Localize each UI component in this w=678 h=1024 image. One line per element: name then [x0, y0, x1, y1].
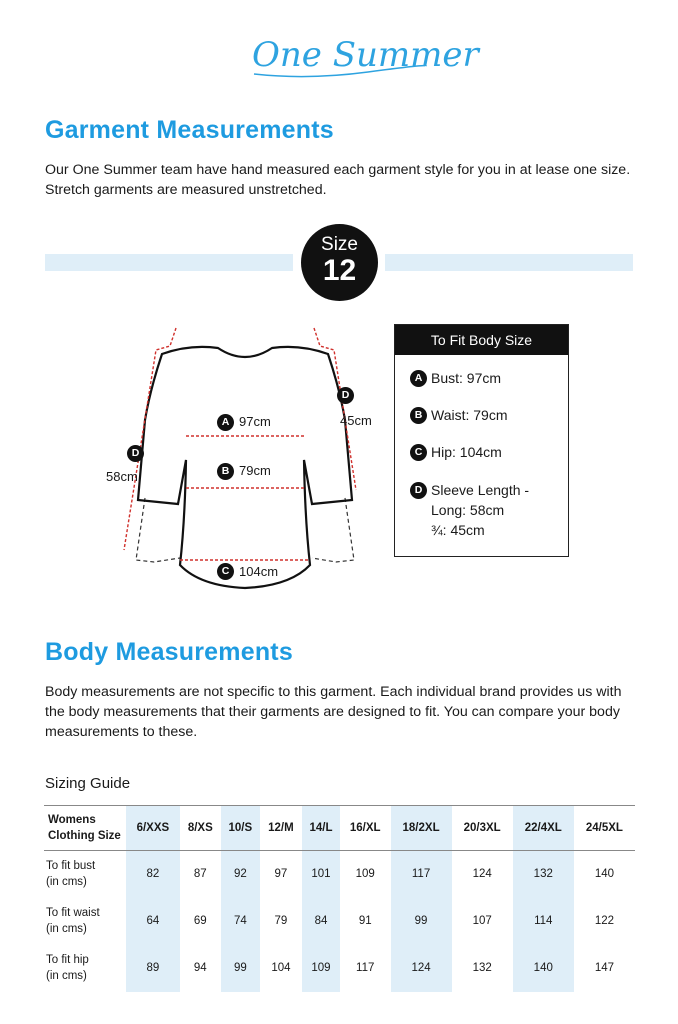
table-cell: 97 — [274, 868, 288, 881]
size-col-header: 8/XS — [180, 806, 221, 851]
size-header-label — [44, 806, 126, 851]
fit-item-waist — [410, 405, 508, 425]
size-col-header: 12/M — [260, 806, 302, 851]
size-header-line2: Clothing Size — [48, 830, 121, 842]
one-summer-logo — [248, 22, 479, 86]
table-row-bust — [44, 851, 635, 898]
sizing-guide-title: Sizing Guide — [45, 775, 131, 792]
row-label-line2: (in cms) — [46, 970, 87, 982]
marker-b: B — [217, 463, 234, 480]
table-cell: 124 — [391, 945, 452, 992]
table-cell: 84 — [302, 898, 340, 945]
to-fit-body-size-box — [394, 324, 569, 557]
table-cell: 147 — [594, 962, 614, 974]
body-intro-text: Body measurements are not specific to this garment. Each individual brand provides us with the body measurements that their garments are designed to fit. You can compare your body measurements to these. — [45, 684, 622, 740]
garment-intro-text: Our One Summer team have hand measured each garment style for you in at lease one size. Stretch garments are measured unstretched. — [45, 162, 631, 198]
table-cell: 140 — [513, 945, 574, 992]
table-cell: 117 — [356, 962, 375, 974]
size-col-header: 18/2XL — [391, 806, 452, 851]
size-badge — [301, 224, 378, 301]
table-cell: 89 — [126, 945, 180, 992]
size-col-header: 10/S — [221, 806, 260, 851]
size-col-header: 24/5XL — [574, 806, 635, 851]
fit-marker-c: C — [410, 444, 427, 461]
table-cell: 69 — [193, 915, 207, 927]
marker-d-long: D — [127, 445, 144, 462]
sizing-header-row — [44, 806, 635, 851]
sizing-table — [44, 805, 635, 992]
table-cell: 140 — [594, 868, 614, 881]
table-cell: 101 — [302, 851, 340, 898]
fit-text-sleeve-line1: Sleeve Length - — [431, 482, 530, 498]
marker-d-three-quarter: D — [337, 387, 354, 404]
bust-measure-label: 97cm — [239, 414, 271, 429]
waist-measure-label: 79cm — [239, 463, 271, 478]
size-col-header: 14/L — [302, 806, 340, 851]
table-cell: 132 — [472, 962, 492, 974]
garment-diagram — [100, 320, 390, 600]
fit-item-hip — [410, 442, 502, 462]
fit-text-hip: Hip: 104cm — [431, 444, 502, 460]
table-cell: 122 — [594, 915, 614, 927]
hip-measure-label: 104cm — [239, 564, 279, 579]
fit-text-sleeve-line2: Long: 58cm — [431, 502, 505, 518]
size-col-header: 6/XXS — [126, 806, 180, 851]
svg-text:One Summer: One Summer — [252, 35, 479, 75]
size-col-header: 20/3XL — [452, 806, 513, 851]
size-value: 12 — [322, 254, 357, 287]
table-cell: 82 — [126, 851, 180, 898]
divider-bar-left — [45, 254, 293, 271]
fit-marker-d: D — [410, 482, 427, 499]
row-label-hip — [44, 945, 126, 992]
fit-item-sleeve — [410, 480, 529, 540]
table-cell: 92 — [221, 851, 260, 898]
table-cell: 107 — [472, 915, 492, 927]
table-cell: 117 — [391, 851, 452, 898]
fit-marker-a: A — [410, 370, 427, 387]
row-label-line2: (in cms) — [46, 923, 87, 935]
table-cell: 94 — [193, 962, 207, 974]
garment-measurements-heading: Garment Measurements — [45, 116, 334, 144]
size-col-header: 16/XL — [340, 806, 391, 851]
table-row-waist — [44, 898, 635, 945]
body-measurements-heading: Body Measurements — [45, 638, 293, 666]
table-cell: 64 — [126, 898, 180, 945]
fit-item-bust — [410, 368, 501, 388]
row-label-line1: To fit hip — [46, 954, 89, 966]
table-cell: 79 — [274, 915, 288, 927]
marker-a: A — [217, 414, 234, 431]
table-cell: 124 — [472, 868, 492, 881]
table-cell: 91 — [358, 915, 372, 927]
row-label-line1: To fit waist — [46, 907, 100, 919]
table-cell: 74 — [221, 898, 260, 945]
fit-box-title: To Fit Body Size — [395, 325, 568, 355]
table-cell: 109 — [355, 868, 375, 881]
table-cell: 114 — [513, 898, 574, 945]
size-label: Size — [321, 234, 358, 255]
fit-text-waist: Waist: 79cm — [431, 407, 508, 423]
size-header-line1: Womens — [48, 814, 96, 826]
fit-text-sleeve-line3: ¾: 45cm — [431, 522, 485, 538]
table-cell: 99 — [221, 945, 260, 992]
row-label-bust — [44, 851, 126, 898]
table-cell: 132 — [513, 851, 574, 898]
row-label-line2: (in cms) — [46, 876, 87, 889]
row-label-waist — [44, 898, 126, 945]
table-cell: 87 — [193, 868, 207, 881]
row-label-line1: To fit bust — [46, 860, 96, 873]
table-row-hip — [44, 945, 635, 992]
table-cell: 104 — [271, 962, 291, 974]
sleeve-long-label: 58cm — [106, 469, 138, 484]
table-cell: 99 — [391, 898, 452, 945]
divider-bar-right — [385, 254, 633, 271]
table-cell: 109 — [302, 945, 340, 992]
fit-marker-b: B — [410, 407, 427, 424]
marker-c: C — [217, 563, 234, 580]
fit-text-bust: Bust: 97cm — [431, 370, 502, 386]
size-col-header: 22/4XL — [513, 806, 574, 851]
garment-outline — [100, 320, 390, 600]
sleeve-three-quarter-label: 45cm — [340, 413, 372, 428]
